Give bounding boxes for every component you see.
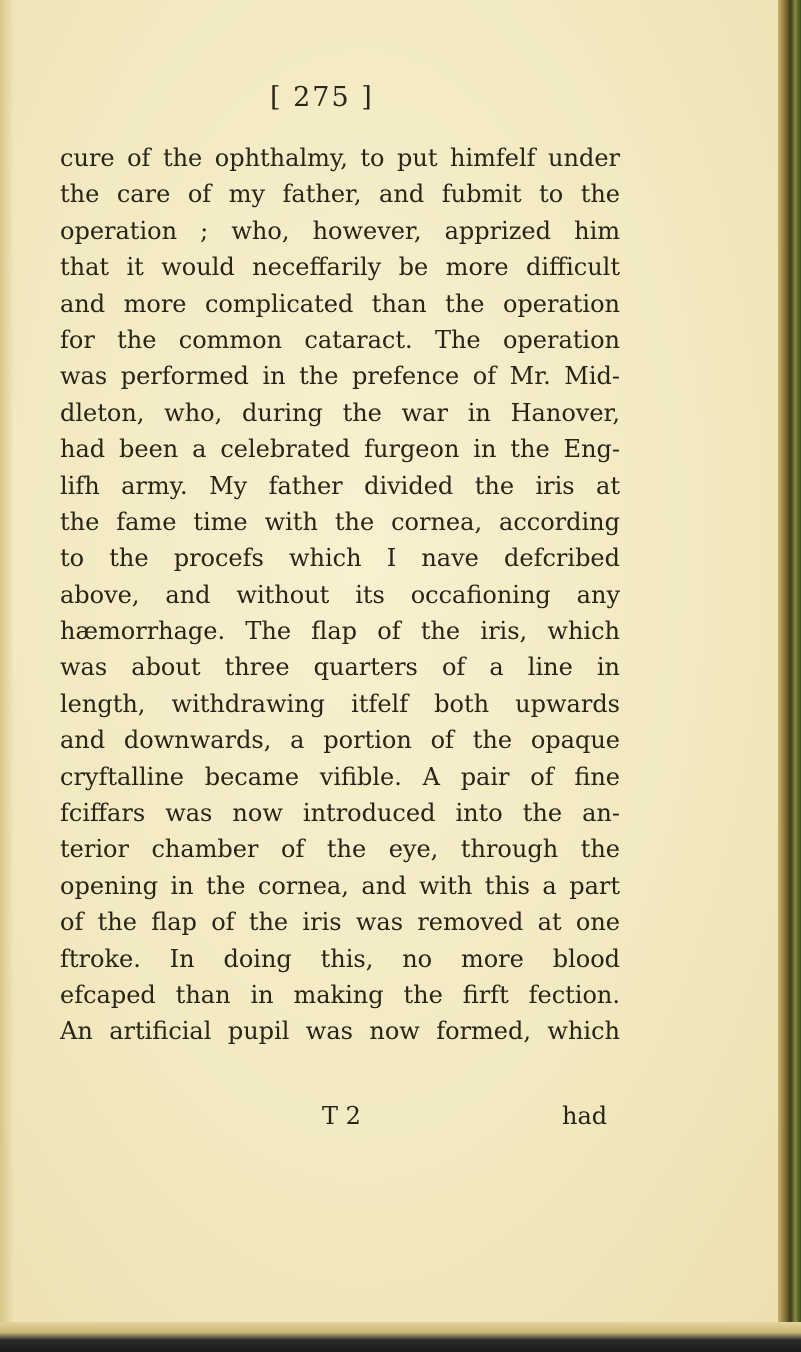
text-line: of the flap of the iris was removed at one: [60, 908, 620, 937]
text-line: fciffars was now introduced into the an-: [60, 799, 620, 828]
text-line: efcaped than in making the firft fection.: [60, 980, 620, 1009]
text-line: ftroke. In doing this, no more blood: [60, 944, 620, 973]
text-line: the care of my father, and fubmit to the: [60, 180, 620, 209]
text-line: cure of the ophthalmy, to put himfelf under: [60, 144, 620, 172]
text-line: lifh army. My father divided the iris at: [60, 471, 620, 500]
text-line: for the common cataract. The operation: [60, 325, 620, 354]
text-line: dleton, who, during the war in Hanover,: [60, 398, 620, 427]
page-edge-right: [778, 0, 801, 1352]
page-edge-bottom: [0, 1322, 801, 1352]
text-line: was performed in the prefence of Mr. Mid-: [60, 362, 620, 391]
text-line: was about three quarters of a line in: [60, 653, 620, 682]
text-line: hæmorrhage. The flap of the iris, which: [60, 617, 620, 646]
text-line: cryftalline became vifible. A pair of fine: [60, 762, 620, 791]
text-line: An artificial pupil was now formed, which: [60, 1017, 620, 1046]
text-line: and downwards, a portion of the opaque: [60, 726, 620, 755]
catchword: had: [562, 1102, 608, 1130]
signature-mark: T 2: [322, 1102, 361, 1130]
text-line: terior chamber of the eye, through the: [60, 835, 620, 864]
text-line: the fame time with the cornea, according: [60, 507, 620, 536]
text-line: and more complicated than the operation: [60, 289, 620, 318]
text-line: operation ; who, however, apprized him: [60, 216, 620, 245]
text-line: had been a celebrated furgeon in the Eng-: [60, 435, 620, 464]
text-line: length, withdrawing itfelf both upwards: [60, 689, 620, 718]
page-number-header: [ 275 ]: [270, 82, 374, 113]
gutter-shadow: [0, 0, 14, 1352]
body-text: [60, 140, 620, 1050]
text-line: opening in the cornea, and with this a part: [60, 871, 620, 900]
text-line: above, and without its occafioning any: [60, 580, 620, 609]
text-line: that it would neceffarily be more difficult: [60, 253, 620, 282]
text-line: to the procefs which I nave defcribed: [60, 544, 620, 573]
page-footer: [60, 1098, 620, 1134]
